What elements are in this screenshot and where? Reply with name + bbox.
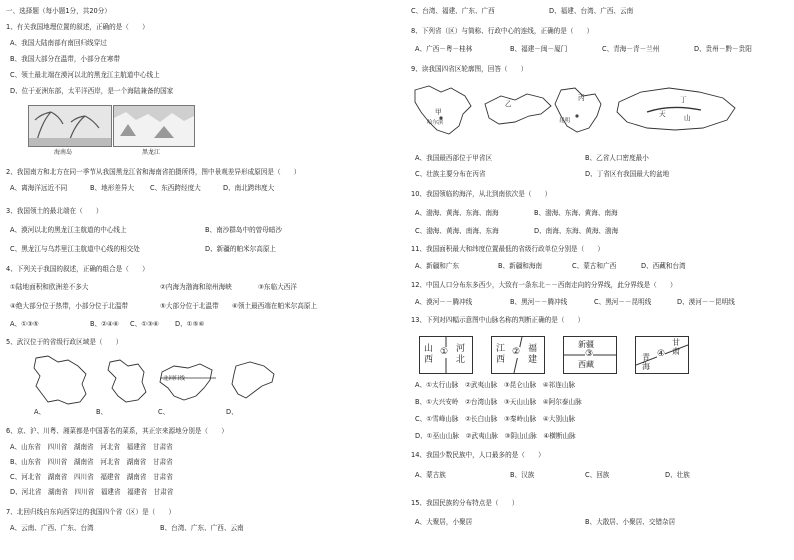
q12-option-b: B、黑河－－腾冲线 [510,298,568,306]
q6-d-1: D、河北省 [10,488,42,496]
province-outline-a [34,356,86,404]
d2-right-2: 建 [528,355,538,365]
q2-option-b: B、地形差异大 [90,184,135,192]
q6-stem: 6、京、沪、川粤、湘菜都是中国著名的菜系，其正宗来源地分别是（ ） [6,427,228,435]
q13-d-2: ②武夷山脉 [465,432,498,440]
q6-d-5: 福建省 [127,488,147,496]
q14-option-d: D、壮族 [665,471,690,479]
q13-c-4: ④大别山脉 [542,415,576,423]
q10-option-b: B、渤海、东海、黄海、南海 [534,209,618,217]
q6-a-6: 甘肃省 [152,443,173,451]
q13-c-2: ②长白山脉 [465,415,498,423]
label-yi: 乙 [505,100,512,108]
q3-option-d: D、新疆的帕米尔高原上 [205,245,277,253]
q12-option-c: C、黑河－－昆明线 [594,298,652,306]
q13-a-3: ③昆仑山脉 [503,381,537,389]
label-tian: 天 [659,110,666,118]
q6-a-5: 福建省 [126,443,147,451]
province-outline-d [232,362,274,398]
q4-statement-5: ⑤大部分位于北温带 [160,302,219,310]
q1-option-a: A、我国大陆南部有南回归线穿过 [10,39,107,47]
d1-left-2: 西 [424,355,434,365]
q1-option-b: B、我国大部分在温带，小部分在寒带 [10,55,121,63]
q4-statement-3: ③东临大西洋 [258,283,297,291]
q6-b-6: 甘肃省 [153,458,173,466]
q14-option-a: A、蒙古族 [415,471,446,479]
q13-c-1: C、①雪峰山脉 [415,415,459,423]
kunming-dot [575,114,578,117]
q1-option-d: D、位于亚洲东部，太平洋西岸，是一个海陆兼备的国家 [10,87,174,95]
q6-c-5: 湖南省 [126,473,147,481]
q14-option-c: C、回族 [585,471,610,479]
hainan-caption: 海南岛 [54,149,73,156]
q6-d-2: 湖南省 [48,488,68,496]
d2-mark: ② [512,347,521,357]
q7-stem: 7、北回归线自东向西穿过的我国四个省（区）是（ ） [6,508,176,516]
q9-stem: 9、读我国四省区轮廓图，回答（ ） [411,65,528,73]
d1-mark: ① [440,347,449,357]
q13-b-4: ④阿尔泰山脉 [542,398,582,406]
q6-c-1: C、河北省 [10,473,41,481]
q13-b-2: ②台湾山脉 [465,398,498,406]
q3-option-b: B、南沙群岛中的曾母暗沙 [205,226,283,234]
q4-stem: 4、下列关于我国的叙述，正确的组合是（ ） [6,265,149,273]
label-bing: 丙 [578,94,585,102]
q4-statement-6: ⑥领土最西端在帕米尔高原上 [232,302,318,310]
q4-option-a: A、①③⑤ [10,320,39,328]
q6-b-5: 湖南省 [126,458,147,466]
q13-a-1: A、①太行山脉 [415,381,459,389]
q3-stem: 3、我国领土的最北端在（ ） [6,207,103,215]
q6-c-4: 福建省 [100,473,121,481]
q12-option-a: A、漠河－－腾冲线 [415,298,473,306]
d1-right-1: 河 [456,344,466,354]
q6-c-3: 四川省 [73,473,94,481]
q6-d-4: 福建省 [100,488,121,496]
q8-option-a: A、广西－粤－桂林 [415,45,473,53]
q8-option-b: B、福建－闽－厦门 [510,45,568,53]
q11-option-b: B、新疆和海南 [498,262,543,270]
q9-option-a: A、我国最西部位于甲省区 [415,154,493,162]
d4-bottom-2: 海 [642,362,650,371]
q15-stem: 15、我国民族的分布特点是（ ） [411,499,519,507]
q13-a-4: ④祁连山脉 [542,381,576,389]
d1-left-1: 山 [424,344,434,354]
d3-bottom: 西藏 [578,360,594,369]
q13-option-b [415,398,582,406]
tropic-label: 北回归线 [163,376,186,382]
q8-option-c: C、青海－青－兰州 [602,45,660,53]
q2-option-c: C、东西跨经度大 [150,184,201,192]
d4-top-2: 肃 [672,347,680,356]
q6-option-a [10,443,173,451]
heilongjiang-photo-art [114,106,194,146]
q14-option-b: B、汉族 [510,471,535,479]
q10-option-c: C、渤海、黄海、南海、东海 [415,227,499,235]
q7-option-d: D、福建、台湾、广西、云南 [549,7,634,15]
q2-stem: 2、我国南方和北方在同一季节从我国黑龙江省和海南省拍摄所得，图中景观差异形成原因是（ ） [6,168,301,176]
q7-option-b: B、台湾、广东、广西、云南 [160,524,244,532]
q12-option-d: D、漠河－－昆明线 [677,298,735,306]
province-yi-outline [485,94,551,124]
hainan-photo-art [29,106,111,146]
q6-a-2: 四川省 [47,443,68,451]
q6-c-2: 湖南省 [47,473,68,481]
q3-option-c: C、黑龙江与乌苏里江主航道中心线的相交处 [10,245,140,253]
label-ding: 丁 [680,96,687,104]
q8-stem: 8、下列省（区）与简称、行政中心的连线，正确的是（ ） [411,27,594,35]
label-shan: 山 [684,114,691,122]
q6-b-3: 湖南省 [73,458,94,466]
label-harbin: 哈尔滨 [427,120,444,126]
q13-c-3: ③秦岭山脉 [503,415,537,423]
q13-option-a [415,381,575,389]
q7-option-c: C、台湾、福建、广东、广西 [411,7,495,15]
label-jia: 甲 [435,108,442,116]
q5-stem: 5、武汉位于的省级行政区域是（ ） [6,338,123,346]
q13-d-4: ④横断山脉 [543,432,576,440]
q11-option-c: C、蒙古和广西 [572,262,617,270]
d4-top-1: 甘 [672,338,680,347]
d4-mark: ④ [657,349,666,359]
q5-option-b: B、 [96,408,108,416]
q4-option-b: B、②④⑥ [90,320,119,328]
q12-stem: 12、中国人口分布东多西少，大致有一条东北－－西南走向的分界线，此分界线是（ ） [411,281,677,289]
d3-mark: ③ [585,349,594,359]
q6-c-6: 甘肃省 [153,473,173,481]
q10-option-d: D、南海、东海、黄海、渤海 [534,227,619,235]
q4-option-d: D、①⑤⑥ [175,320,205,328]
q6-b-2: 四川省 [47,458,68,466]
mountain-diagram-1 [419,336,473,374]
q13-b-1: B、①大兴安岭 [415,398,459,406]
q2-option-d: D、南北跨纬度大 [223,184,275,192]
q6-a-1: A、山东省 [10,443,41,451]
q6-d-3: 四川省 [74,488,95,496]
q9-option-d: D、丁省区有我国最大的盆地 [585,170,670,178]
d2-left-1: 江 [496,344,506,354]
q15-option-a: A、大聚居，小聚居 [415,518,473,526]
q6-option-c [10,473,173,481]
q11-stem: 11、我国面积最大和纬度位置最低的省级行政单位分别是（ ） [411,245,605,253]
q9-option-b: B、乙省人口密度最小 [585,154,649,162]
q6-b-1: B、山东省 [10,458,41,466]
heilongjiang-caption: 黑龙江 [142,149,161,156]
mountain-diagram-4 [635,336,689,374]
q14-stem: 14、我国少数民族中，人口最多的是（ ） [411,451,545,459]
q13-option-d [415,432,576,440]
q4-statement-2: ②内海为渤海和琼州海峡 [160,283,232,291]
q2-option-a: A、离海洋远近不同 [10,184,68,192]
label-kunming: 昆明 [559,118,571,124]
q7-option-a: A、云南、广西、广东、台湾 [10,524,94,532]
q6-d-6: 甘肃省 [153,488,174,496]
q6-a-3: 湖南省 [73,443,94,451]
q5-option-d: D、 [226,408,238,416]
q6-b-4: 河北省 [100,458,121,466]
q6-option-b [10,458,173,466]
q13-d-3: ③阴山山脉 [504,432,537,440]
q8-option-d: D、贵州－黔－贵阳 [694,45,752,53]
q9-option-c: C、壮族主要分布在丙省 [415,170,486,178]
province-ding-outline [617,88,735,130]
q5-option-a: A、 [34,408,46,416]
section-header: 一、选择题（每小题1分，共20分） [6,7,111,15]
d1-right-2: 北 [456,355,466,365]
q15-option-b: B、大散居、小聚居、交错杂居 [585,518,676,526]
q13-stem: 13、下列对四幅示意图中山脉名称的判断正确的是（ ） [411,316,585,324]
q11-option-a: A、新疆和广东 [415,262,460,270]
q13-b-3: ③天山山脉 [503,398,537,406]
mountain-diagram-2 [491,336,545,374]
heilongjiang-photo [113,105,195,147]
q9-province-maps [411,82,781,144]
province-outline-b [108,360,146,402]
q4-statement-4: ④绝大部分位于热带，小部分位于北温带 [10,302,129,310]
q13-d-1: D、①巫山山脉 [415,432,459,440]
q1-option-c: C、领土最北端在漠河以北的黑龙江主航道中心线上 [10,71,160,79]
mountain-diagram-3 [563,336,617,374]
d4-bottom-1: 青 [642,353,650,362]
right-column [397,0,794,560]
q4-statement-1: ①陆地面积和欧洲差不多大 [10,283,89,291]
q13-a-2: ②武夷山脉 [464,381,498,389]
q5-option-c: C、 [158,408,170,416]
q10-stem: 10、我国领临的海洋，从北到南依次是（ ） [411,190,552,198]
d3-top: 新疆 [578,340,594,349]
q10-option-a: A、渤海、黄海、东海、南海 [415,209,499,217]
q6-option-d [10,488,173,496]
q3-option-a: A、漠河以北的黑龙江主航道的中心线上 [10,226,127,234]
q11-option-d: D、西藏和台湾 [641,262,686,270]
d2-right-1: 福 [528,344,538,354]
q4-option-c: C、①③⑥ [130,320,159,328]
q6-a-4: 河北省 [100,443,121,451]
q1-stem: 1、有关我国地理位置的叙述，正确的是（ ） [6,23,149,31]
hainan-photo [28,105,112,147]
q13-option-c [415,415,575,423]
d2-left-2: 西 [496,355,506,365]
